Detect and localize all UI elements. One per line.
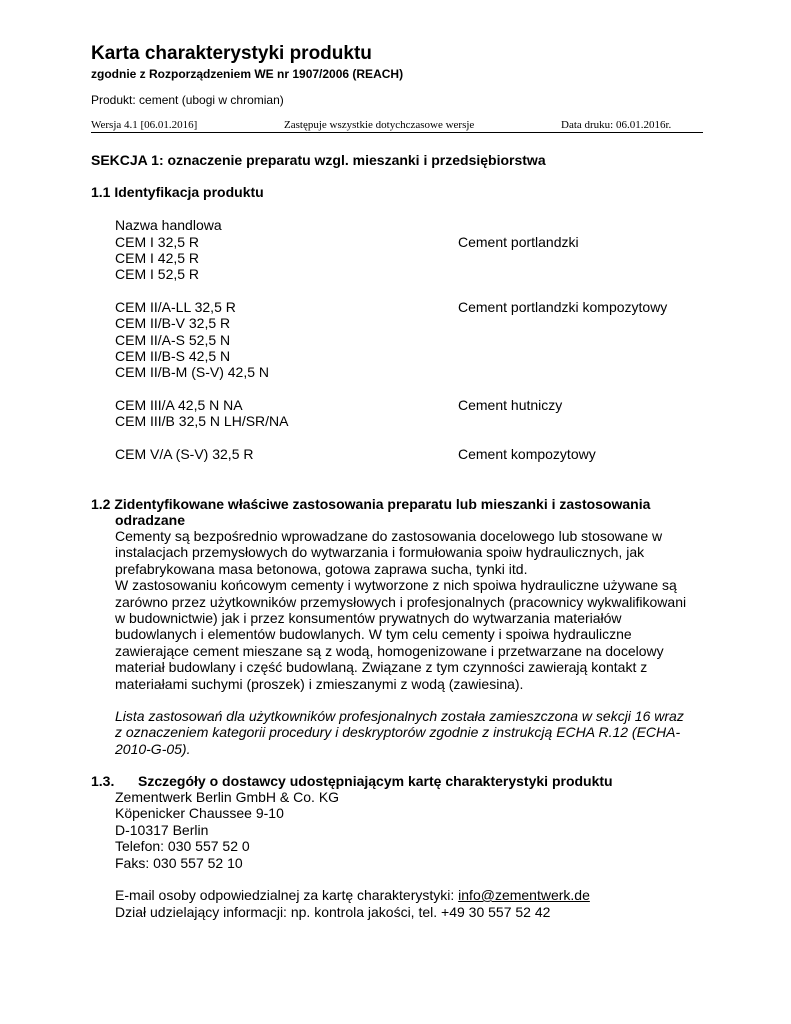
company-name: Zementwerk Berlin GmbH & Co. KG: [115, 789, 340, 805]
paragraph-line: materiał budowlany i część budowlaną. Związane z tym czynności zawierają kontakt z: [115, 659, 648, 676]
paragraph-line: Cementy są bezpośrednio wprowadzane do zastosowania docelowego lub stosowane w: [115, 528, 663, 544]
document-subtitle: zgodnie z Rozporządzeniem WE nr 1907/2006 (REACH): [91, 67, 404, 81]
trade-name-label: Nazwa handlowa: [115, 217, 222, 233]
header-divider: [91, 132, 703, 133]
replaces-note: Zastępuje wszystkie dotychczasowe wersje: [284, 119, 475, 131]
cement-type: CEM I 32,5 R: [115, 234, 200, 250]
city: D-10317 Berlin: [115, 821, 209, 838]
version-info: Wersja 4.1 [06.01.2016]: [91, 119, 198, 131]
info-department: Dział udzielający informacji: np. kontrola jakości, tel. +49 30 557 52 42: [115, 904, 551, 920]
paragraph-line: w budownictwie) jak i przez konsumentów prywatnych do wytwarzania materiałów: [115, 609, 622, 626]
fax: Faks: 030 557 52 10: [115, 854, 243, 871]
section13-number: 1.3.: [91, 773, 115, 789]
uses-paragraph: [115, 528, 715, 692]
section13-heading: Szczegóły o dostawcy udostępniającym kartę charakterystyki produktu: [138, 773, 613, 789]
phone: Telefon: 030 557 52 0: [115, 838, 250, 855]
paragraph-line: W zastosowaniu końcowym cementy i wytworzone z nich spoiwa hydrauliczne używane są: [115, 577, 677, 594]
paragraph-line: prefabrykowana masa betonowa, gotowa zaprawa sucha, tynki itd.: [115, 560, 528, 577]
document-title: Karta charakterystyki produktu: [91, 43, 372, 64]
cement-type: CEM III/A 42,5 N NA: [115, 397, 243, 413]
cement-type: CEM II/A-LL 32,5 R: [115, 299, 236, 315]
print-date: Data druku: 06.01.2016r.: [561, 119, 672, 131]
cement-type: CEM II/B-M (S-V) 42,5 N: [115, 364, 270, 380]
cement-name: Cement portlandzki kompozytowy: [458, 299, 668, 315]
paragraph-line: instalacjach przemysłowych do wytwarzania i formułowania spoiw hydraulicznych, jak: [115, 544, 645, 561]
cement-name: Cement portlandzki: [458, 234, 579, 250]
cement-type: CEM II/A-S 52,5 N: [115, 332, 231, 348]
section12-heading-cont: odradzane: [115, 512, 186, 528]
cement-name: Cement hutniczy: [458, 397, 563, 413]
cement-type: CEM V/A (S-V) 32,5 R: [115, 446, 254, 462]
section1-heading: SEKCJA 1: oznaczenie preparatu wzgl. mieszanki i przedsiębiorstwa: [91, 152, 546, 168]
product-line: Produkt: cement (ubogi w chromian): [91, 93, 284, 107]
supplier-address: [115, 789, 715, 871]
section12-heading: 1.2 Zidentyfikowane właściwe zastosowania preparatu lub mieszanki i zastosowania: [91, 496, 651, 512]
paragraph-line: zarówno przez użytkowników przemysłowych i profesjonalnych (pracownicy wykwalifikowani: [115, 593, 687, 610]
paragraph-line: budowlanych i elementów budowlanych. W tym celu cementy i spoiwa hydrauliczne: [115, 626, 632, 643]
cement-type: CEM II/B-S 42,5 N: [115, 348, 231, 364]
cement-type: CEM II/B-V 32,5 R: [115, 315, 231, 331]
email-label: E-mail osoby odpowiedzialnej za kartę charakterystyki:: [115, 887, 459, 903]
paragraph-line: z oznaczeniem kategorii procedury i deskryptorów zgodnie z instrukcją ECHA R.12 (ECHA-: [115, 724, 681, 741]
section11-heading: 1.1 Identyfikacja produktu: [91, 184, 264, 200]
email-link[interactable]: info@zementwerk.de: [458, 887, 590, 903]
paragraph-line: zawierające cement mieszane są z wodą, homogenizowane i przetwarzane na docelowy: [115, 642, 664, 659]
cement-name: Cement kompozytowy: [458, 446, 596, 462]
email-line: [115, 887, 590, 903]
uses-list-note: [115, 708, 715, 757]
street: Köpenicker Chaussee 9-10: [115, 805, 284, 822]
cement-type: CEM I 52,5 R: [115, 266, 200, 282]
paragraph-line: Lista zastosowań dla użytkowników profesjonalnych została zamieszczona w sekcji 16 wraz: [115, 708, 684, 724]
paragraph-line: 2010-G-05).: [115, 740, 191, 757]
cement-type: CEM I 42,5 R: [115, 250, 200, 266]
cement-type: CEM III/B 32,5 N LH/SR/NA: [115, 413, 289, 429]
paragraph-line: materiałami suchymi (proszek) i zmieszanymi z wodą (zawiesina).: [115, 675, 524, 692]
